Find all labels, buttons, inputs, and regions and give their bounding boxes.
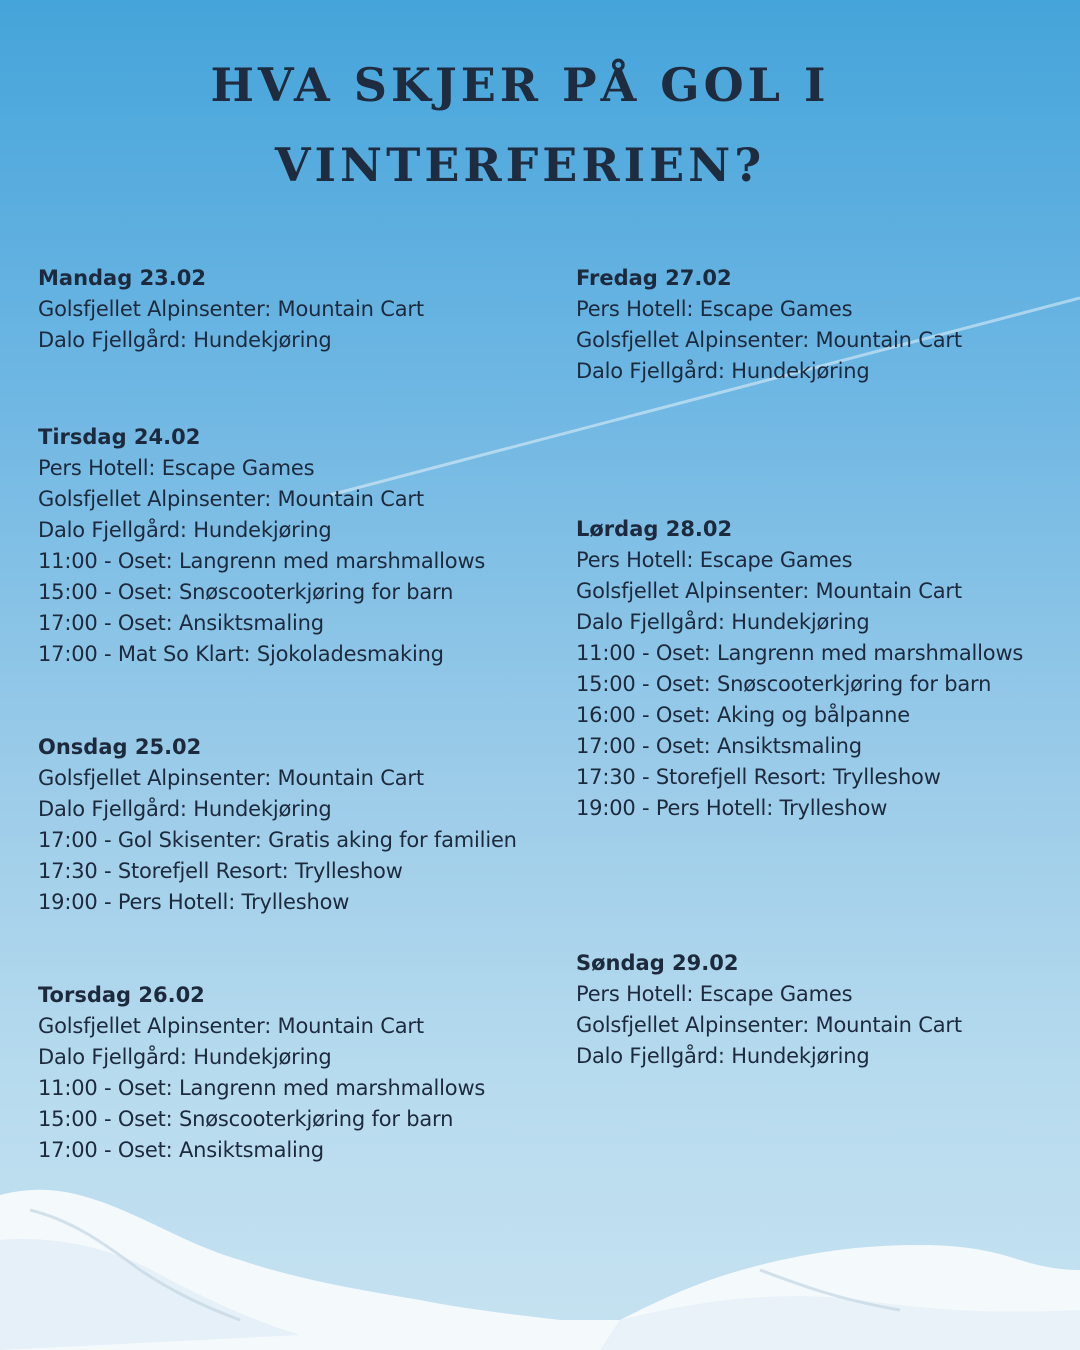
- event-item: 17:00 - Mat So Klart: Sjokoladesmaking: [38, 642, 444, 666]
- day-tuesday: [38, 422, 558, 670]
- event-item: 16:00 - Oset: Aking og bålpanne: [576, 703, 910, 727]
- day-wednesday: [38, 732, 558, 918]
- event-item: 19:00 - Pers Hotell: Trylleshow: [38, 890, 350, 914]
- event-item: Pers Hotell: Escape Games: [576, 548, 853, 572]
- day-title: Onsdag 25.02: [38, 735, 202, 759]
- event-item: Dalo Fjellgård: Hundekjøring: [38, 797, 332, 821]
- event-item: 17:30 - Storefjell Resort: Trylleshow: [576, 765, 941, 789]
- day-title: Søndag 29.02: [576, 951, 739, 975]
- day-friday: [576, 263, 1080, 387]
- day-saturday: [576, 514, 1080, 824]
- event-item: Golsfjellet Alpinsenter: Mountain Cart: [38, 1014, 424, 1038]
- day-title: Fredag 27.02: [576, 266, 732, 290]
- event-item: Dalo Fjellgård: Hundekjøring: [576, 359, 870, 383]
- event-item: 17:00 - Oset: Ansiktsmaling: [576, 734, 862, 758]
- event-item: 19:00 - Pers Hotell: Trylleshow: [576, 796, 888, 820]
- event-item: 15:00 - Oset: Snøscooterkjøring for barn: [38, 580, 454, 604]
- event-item: Golsfjellet Alpinsenter: Mountain Cart: [576, 328, 962, 352]
- page-title-line-2: VINTERFERIEN?: [274, 138, 766, 192]
- day-title: Torsdag 26.02: [38, 983, 205, 1007]
- event-item: Golsfjellet Alpinsenter: Mountain Cart: [38, 766, 424, 790]
- event-item: 17:30 - Storefjell Resort: Trylleshow: [38, 859, 403, 883]
- event-item: 15:00 - Oset: Snøscooterkjøring for barn: [38, 1107, 454, 1131]
- event-item: 17:00 - Oset: Ansiktsmaling: [38, 611, 324, 635]
- event-item: Dalo Fjellgård: Hundekjøring: [38, 518, 332, 542]
- event-item: Dalo Fjellgård: Hundekjøring: [38, 328, 332, 352]
- event-item: 15:00 - Oset: Snøscooterkjøring for barn: [576, 672, 992, 696]
- day-monday: [38, 263, 558, 356]
- event-item: 11:00 - Oset: Langrenn med marshmallows: [38, 1076, 486, 1100]
- event-item: Dalo Fjellgård: Hundekjøring: [576, 610, 870, 634]
- day-title: Lørdag 28.02: [576, 517, 733, 541]
- event-item: 11:00 - Oset: Langrenn med marshmallows: [38, 549, 486, 573]
- day-title: Mandag 23.02: [38, 266, 206, 290]
- event-item: Dalo Fjellgård: Hundekjøring: [38, 1045, 332, 1069]
- page-title-line-1: HVA SKJER PÅ GOL I: [210, 58, 830, 112]
- event-item: Dalo Fjellgård: Hundekjøring: [576, 1044, 870, 1068]
- day-title: Tirsdag 24.02: [38, 425, 201, 449]
- event-item: Golsfjellet Alpinsenter: Mountain Cart: [38, 487, 424, 511]
- event-item: 17:00 - Gol Skisenter: Gratis aking for familien: [38, 828, 517, 852]
- snowy-mountains: [0, 1150, 1080, 1350]
- event-item: Golsfjellet Alpinsenter: Mountain Cart: [38, 297, 424, 321]
- event-item: 17:00 - Oset: Ansiktsmaling: [38, 1138, 324, 1162]
- event-item: 11:00 - Oset: Langrenn med marshmallows: [576, 641, 1024, 665]
- event-item: Pers Hotell: Escape Games: [38, 456, 315, 480]
- event-item: Pers Hotell: Escape Games: [576, 982, 853, 1006]
- event-item: Golsfjellet Alpinsenter: Mountain Cart: [576, 1013, 962, 1037]
- event-item: Pers Hotell: Escape Games: [576, 297, 853, 321]
- event-item: Golsfjellet Alpinsenter: Mountain Cart: [576, 579, 962, 603]
- day-sunday: [576, 948, 1080, 1072]
- day-thursday: [38, 980, 558, 1166]
